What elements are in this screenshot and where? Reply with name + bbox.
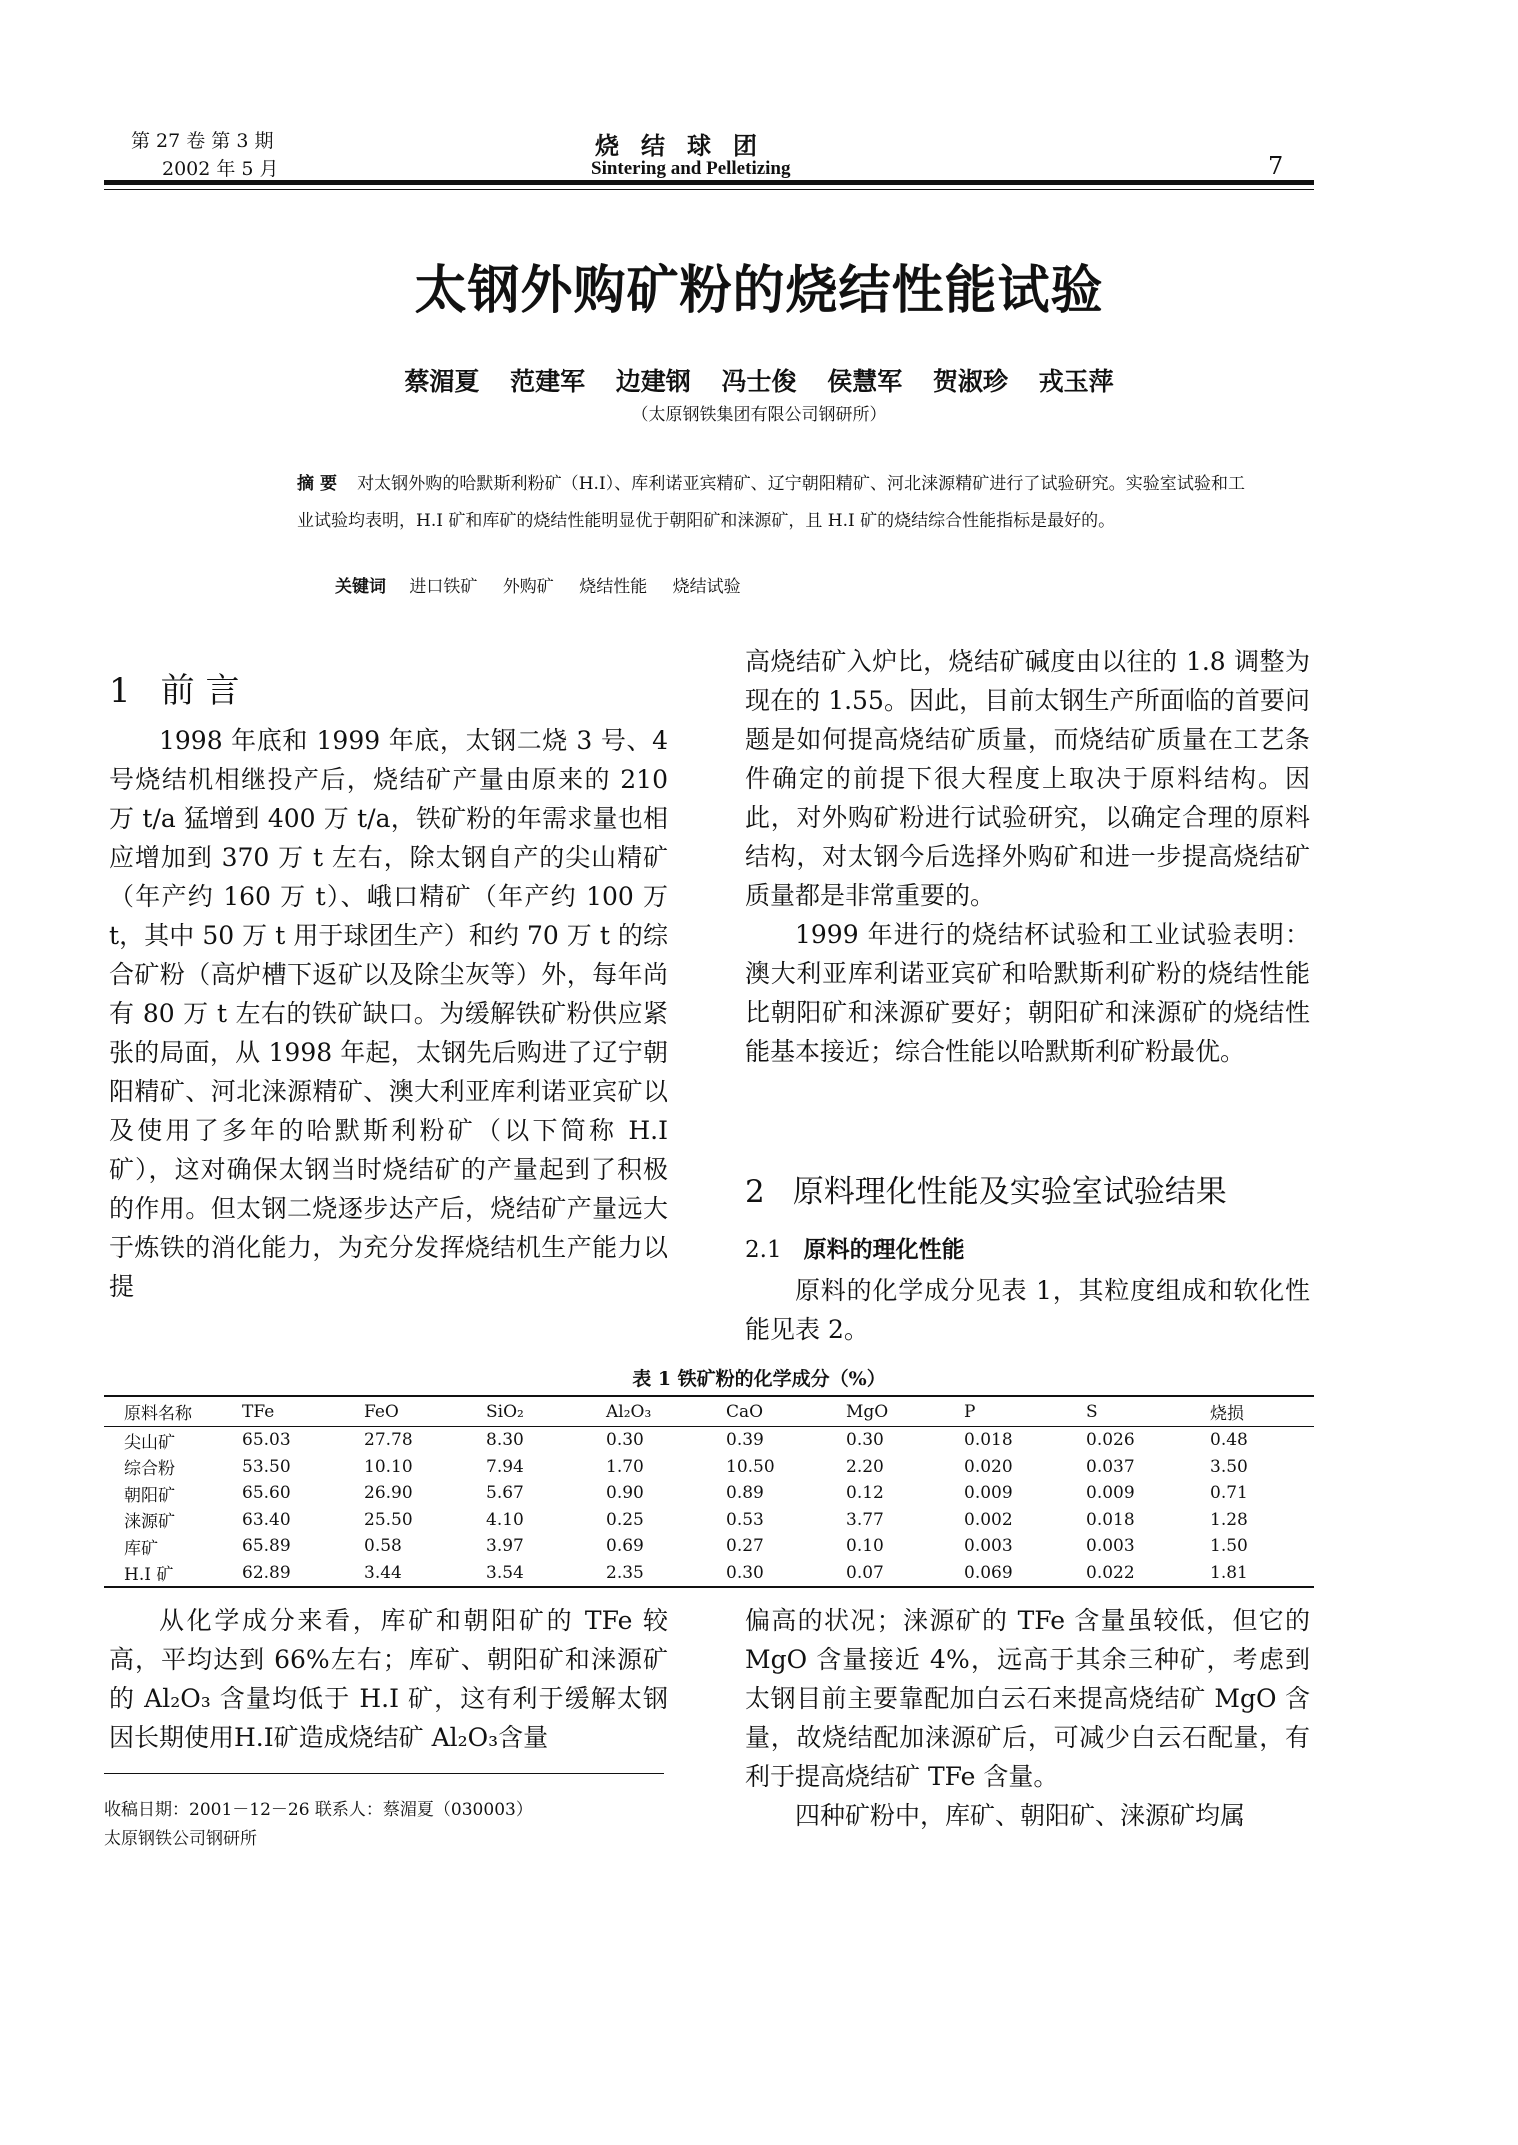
value-cell: 0.89: [726, 1483, 764, 1504]
volume-issue: 第 27 卷 第 3 期: [131, 130, 274, 152]
column-header: 烧损: [1210, 1396, 1314, 1427]
table-body: [104, 1427, 1314, 1588]
table-row: [104, 1507, 1314, 1534]
paragraph: 从化学成分来看，库矿和朝阳矿的 TFe 较高，平均达到 66%左右；库矿、朝阳矿和涞源矿的 Al₂O₃ 含量均低于 H.I 矿，这有利于缓解太钢因长期使用H.I矿造成烧结矿 Al₂O₃含量: [109, 1606, 669, 1752]
paragraph: 1998 年底和 1999 年底，太钢二烧 3 号、4 号烧结机相继投产后，烧结矿产量由原来的 210 万 t/a 猛增到 400 万 t/a，铁矿粉的年需求量也相应增加到 370 万 t 左右，除太钢自产的尖山精矿（年产约 160 万 t）、峨口精矿（年产约 100 万 t，其中 50 万 t 用于球团生产）和约 70 万 t 的综合矿粉（高炉槽下返矿以及除尘灰等）外，每年尚有 80 万 t 左右的铁矿缺口。为缓解铁矿粉供应紧张的局面，从 1998 年起，太钢先后购进了辽宁朝阳精矿、河北涞源精矿、澳大利亚库利诺亚宾矿以及使用了多年的哈默斯利粉矿（以下简称 H.I 矿），这对确保太钢当时烧结矿的产量起到了积极的作用。但太钢二烧逐步达产后，烧结矿产量远大于炼铁的消化能力，为充分发挥烧结机生产能力以提: [109, 726, 668, 1301]
chemical-composition-table: [104, 1395, 1314, 1588]
value-cell: 62.89: [242, 1560, 364, 1588]
value-cell: 65.89: [242, 1536, 291, 1557]
subsection-number: 2.1: [745, 1237, 782, 1263]
section-number: 1: [109, 671, 131, 711]
footnote-rule: [104, 1773, 664, 1774]
column-header: 原料名称: [104, 1396, 242, 1427]
value-cell: 65.03: [242, 1430, 291, 1451]
value-cell: 10.50: [726, 1456, 775, 1477]
issue-date: 2002 年 5 月: [162, 158, 279, 180]
paragraph: 1999 年进行的烧结杯试验和工业试验表明：澳大利亚库利诺亚宾矿和哈默斯利矿粉的烧结性能比朝阳矿和涞源矿要好；朝阳矿和涞源矿的烧结性能基本接近；综合性能以哈默斯利矿粉最优。: [745, 920, 1310, 1066]
value-cell: 0.53: [726, 1509, 764, 1530]
value-cell: 0.009: [1086, 1483, 1135, 1504]
keywords-label: 关键词: [335, 577, 386, 597]
value-cell: 3.50: [1210, 1456, 1248, 1477]
footnote: [104, 1796, 533, 1854]
value-cell: 27.78: [364, 1430, 413, 1451]
table-header-row: [104, 1396, 1314, 1427]
body-left-column-lower: [109, 1601, 668, 1757]
material-name-cell: 尖山矿: [124, 1432, 175, 1453]
table-row: [104, 1560, 1314, 1588]
value-cell: 65.60: [242, 1483, 291, 1504]
header-rule-thick: [104, 180, 1314, 185]
value-cell: 0.026: [1086, 1430, 1135, 1451]
authors: 蔡湄夏 范建军 边建钢 冯士俊 侯慧军 贺淑珍 戎玉萍: [404, 367, 1114, 396]
value-cell: 0.022: [1086, 1560, 1210, 1588]
affiliation: （太原钢铁集团有限公司钢研所）: [631, 405, 887, 425]
header-rule-thin: [104, 189, 1314, 190]
value-cell: 3.54: [486, 1560, 606, 1588]
value-cell: 0.27: [726, 1536, 764, 1557]
value-cell: 0.69: [606, 1536, 644, 1557]
value-cell: 1.70: [606, 1456, 644, 1477]
value-cell: 0.30: [726, 1560, 846, 1588]
value-cell: 0.020: [964, 1456, 1013, 1477]
value-cell: 3.44: [364, 1560, 486, 1588]
body-left-column: [109, 721, 668, 1306]
journal-name-cn: 烧结球团: [595, 131, 779, 160]
value-cell: 1.50: [1210, 1536, 1248, 1557]
paragraph: 高烧结矿入炉比，烧结矿碱度由以往的 1.8 调整为现在的 1.55。因此，目前太钢生产所面临的首要问题是如何提高烧结矿质量，而烧结矿质量在工艺条件确定的前提下很大程度上取决于原料结构。因此，对外购矿粉进行试验研究，以确定合理的原料结构，对太钢今后选择外购矿和进一步提高烧结矿质量都是非常重要的。: [745, 647, 1310, 910]
journal-name-en: Sintering and Pelletizing: [591, 158, 791, 179]
value-cell: 0.30: [606, 1430, 644, 1451]
table-caption: 表 1 铁矿粉的化学成分（%）: [632, 1368, 886, 1390]
material-name-cell: 朝阳矿: [124, 1485, 175, 1506]
value-cell: 4.10: [486, 1509, 524, 1530]
value-cell: 0.71: [1210, 1483, 1248, 1504]
value-cell: 0.002: [964, 1509, 1013, 1530]
value-cell: 0.037: [1086, 1456, 1135, 1477]
section-2-heading: [745, 1166, 1227, 1211]
page-number: 7: [1268, 152, 1284, 180]
value-cell: 0.018: [964, 1430, 1013, 1451]
value-cell: 8.30: [486, 1430, 524, 1451]
table-row: [104, 1480, 1314, 1507]
subsection-2-1-heading: [745, 1231, 965, 1264]
material-name-cell: 综合粉: [124, 1459, 175, 1480]
column-header: SiO₂: [486, 1396, 606, 1427]
value-cell: 63.40: [242, 1509, 291, 1530]
value-cell: 0.25: [606, 1509, 644, 1530]
subsection-title: 原料的理化性能: [803, 1236, 965, 1263]
paragraph: 偏高的状况；涞源矿的 TFe 含量虽较低，但它的 MgO 含量接近 4%，远高于其余三种矿，考虑到太钢目前主要靠配加白云石来提高烧结矿 MgO 含量，故烧结配加涞源矿后，可减少白云石配量，有利于提高烧结矿 TFe 含量。: [745, 1606, 1310, 1791]
column-header: Al₂O₃: [606, 1396, 726, 1427]
column-header: CaO: [726, 1396, 846, 1427]
table-row: [104, 1533, 1314, 1560]
value-cell: 0.90: [606, 1483, 644, 1504]
keyword: 烧结性能: [579, 577, 648, 597]
column-header: P: [964, 1396, 1086, 1427]
value-cell: 0.018: [1086, 1509, 1135, 1530]
value-cell: 0.48: [1210, 1430, 1248, 1451]
value-cell: 7.94: [486, 1456, 524, 1477]
keyword: 外购矿: [502, 577, 554, 597]
table-row: [104, 1427, 1314, 1454]
value-cell: 5.67: [486, 1483, 524, 1504]
value-cell: 53.50: [242, 1456, 291, 1477]
value-cell: 3.77: [846, 1509, 884, 1530]
body-right-column-section-2: [745, 1271, 1310, 1349]
value-cell: 1.28: [1210, 1509, 1248, 1530]
value-cell: 0.003: [1086, 1536, 1135, 1557]
keyword: 进口铁矿: [409, 577, 478, 597]
material-name-cell: 库矿: [124, 1538, 158, 1559]
value-cell: 26.90: [364, 1483, 413, 1504]
value-cell: 2.20: [846, 1456, 884, 1477]
keywords: [335, 574, 1235, 600]
value-cell: 0.069: [964, 1560, 1086, 1588]
keyword: 烧结试验: [672, 577, 741, 597]
value-cell: 10.10: [364, 1456, 413, 1477]
value-cell: 25.50: [364, 1509, 413, 1530]
value-cell: 0.009: [964, 1483, 1013, 1504]
value-cell: 0.10: [846, 1536, 884, 1557]
value-cell: 0.07: [846, 1560, 964, 1588]
value-cell: 1.81: [1210, 1560, 1314, 1588]
received-date: 收稿日期：2001－12－26 联系人：蔡湄夏（030003）: [104, 1800, 533, 1820]
material-name-cell: 涞源矿: [124, 1512, 175, 1533]
section-number: 2: [745, 1174, 765, 1210]
value-cell: 0.30: [846, 1430, 884, 1451]
table-row: [104, 1454, 1314, 1481]
value-cell: 2.35: [606, 1560, 726, 1588]
footnote-organization: 太原钢铁公司钢研所: [104, 1829, 257, 1849]
column-header: FeO: [364, 1396, 486, 1427]
column-header: MgO: [846, 1396, 964, 1427]
value-cell: 0.39: [726, 1430, 764, 1451]
article-title: 太钢外购矿粉的烧结性能试验: [414, 260, 1104, 321]
value-cell: 0.58: [364, 1536, 402, 1557]
value-cell: 0.003: [964, 1536, 1013, 1557]
abstract-label: 摘 要: [297, 474, 338, 494]
section-1-heading: [109, 663, 239, 712]
column-header: TFe: [242, 1396, 364, 1427]
section-title: 前 言: [160, 671, 240, 711]
body-right-column-lower: [745, 1601, 1310, 1835]
body-right-column: [745, 642, 1310, 1071]
paragraph: 原料的化学成分见表 1，其粒度组成和软化性能见表 2。: [745, 1276, 1310, 1344]
abstract: [297, 466, 1245, 540]
paragraph: 四种矿粉中，库矿、朝阳矿、涞源矿均属: [795, 1801, 1246, 1830]
column-header: S: [1086, 1396, 1210, 1427]
value-cell: 0.12: [846, 1483, 884, 1504]
value-cell: 3.97: [486, 1536, 524, 1557]
material-name-cell: H.I 矿: [104, 1560, 242, 1588]
abstract-text: 对太钢外购的哈默斯利粉矿（H.I）、库利诺亚宾精矿、辽宁朝阳精矿、河北涞源精矿进行了试验研究。实验室试验和工业试验均表明，H.I 矿和库矿的烧结性能明显优于朝阳矿和涞源矿，且 H.I 矿的烧结综合性能指标是最好的。: [297, 474, 1245, 531]
section-title: 原料理化性能及实验室试验结果: [792, 1174, 1227, 1210]
